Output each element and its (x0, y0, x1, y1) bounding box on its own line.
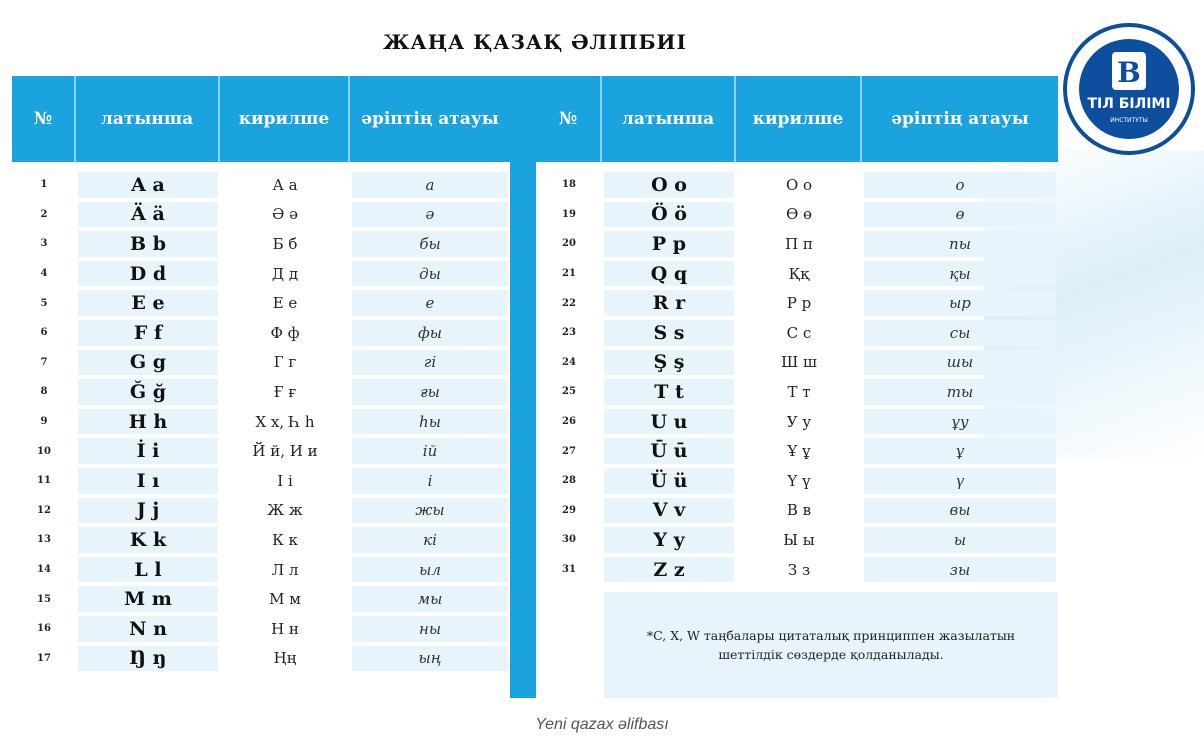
letter-number: 22 (562, 297, 576, 309)
cyrillic-letter: Р р (786, 294, 812, 313)
letter-name: шы (864, 350, 1056, 376)
latin-letter: H h (78, 409, 218, 435)
letter-name: мы (352, 586, 508, 612)
table-row (536, 290, 1046, 314)
latin-letter: M m (78, 586, 218, 612)
letter-number: 15 (37, 593, 51, 605)
latin-letter: P p (604, 231, 734, 257)
logo-sub-text: ИНСТИТУТЫ (1110, 117, 1148, 124)
letter-number: 17 (37, 652, 51, 664)
table-row (12, 527, 498, 551)
table-header-right (536, 76, 1058, 162)
table-row (536, 202, 1046, 226)
latin-letter: O o (604, 172, 734, 198)
letter-number: 31 (562, 564, 576, 576)
table-row (12, 261, 498, 285)
letter-name: қы (864, 261, 1056, 287)
cyrillic-letter: Ңң (273, 649, 297, 668)
table-row (12, 646, 498, 670)
cyrillic-letter: Ұ ұ (787, 442, 811, 461)
cyrillic-letter: З з (787, 560, 811, 579)
letter-name: ыр (864, 290, 1056, 316)
letter-name: ій (352, 438, 508, 464)
letter-name: ды (352, 261, 508, 287)
svg-text:B: B (1117, 56, 1141, 89)
latin-letter: G g (78, 350, 218, 376)
letter-name: і (352, 468, 508, 494)
table-row (536, 320, 1046, 344)
letter-name: ы (864, 527, 1056, 553)
letter-name: а (352, 172, 508, 198)
latin-letter: Ŋ ŋ (78, 646, 218, 672)
page-title: ЖАҢА ҚАЗАҚ ӘЛІПБИІ (383, 30, 687, 54)
table-row (12, 379, 498, 403)
header-letter-name: әріптің атауы (361, 109, 499, 129)
letter-name: вы (864, 498, 1056, 524)
cyrillic-letter: О о (785, 175, 813, 194)
latin-letter: I ı (78, 468, 218, 494)
letter-number: 6 (40, 327, 48, 339)
letter-number: 16 (37, 623, 51, 635)
letter-name: е (352, 290, 508, 316)
letter-name: жы (352, 498, 508, 524)
letter-number: 27 (562, 445, 576, 457)
cyrillic-letter: Ә ә (272, 205, 298, 224)
cyrillic-letter: Б б (272, 234, 298, 253)
cyrillic-letter: Г г (273, 353, 297, 372)
latin-letter: Ü ü (604, 468, 734, 494)
latin-letter: Ş ş (604, 350, 734, 376)
letter-number: 12 (37, 504, 51, 516)
letter-number: 26 (562, 416, 576, 428)
table-row (536, 379, 1046, 403)
table-row (536, 557, 1046, 581)
table-row (536, 350, 1046, 374)
table-row (12, 231, 498, 255)
cyrillic-letter: Ү ү (787, 471, 811, 490)
table-row (12, 202, 498, 226)
letter-name: гі (352, 350, 508, 376)
cyrillic-letter: Ф ф (270, 323, 300, 342)
header-number: № (536, 76, 602, 162)
letter-number: 3 (40, 238, 48, 250)
latin-letter: Ū ū (604, 438, 734, 464)
letter-number: 29 (562, 504, 576, 516)
latin-letter: D d (78, 261, 218, 287)
letter-number: 13 (37, 534, 51, 546)
letter-number: 4 (40, 268, 48, 280)
cyrillic-letter: С с (786, 323, 812, 342)
letter-name: бы (352, 231, 508, 257)
latin-letter: Q q (604, 261, 734, 287)
latin-letter: Z z (604, 557, 734, 583)
table-row (12, 320, 498, 344)
letter-number: 25 (562, 386, 576, 398)
table-row (536, 231, 1046, 255)
cyrillic-letter: Ғ ғ (273, 382, 297, 401)
cyrillic-letter: Ш ш (781, 353, 817, 372)
letter-number: 2 (40, 208, 48, 220)
letter-name: ыл (352, 557, 508, 583)
table-row (12, 172, 498, 196)
latin-letter: B b (78, 231, 218, 257)
letter-name: ты (864, 379, 1056, 405)
cyrillic-letter: Х х, Һ һ (255, 412, 315, 431)
letter-number: 8 (40, 386, 48, 398)
latin-letter: V v (604, 498, 734, 524)
table-row (12, 557, 498, 581)
latin-letter: A a (78, 172, 218, 198)
latin-letter: İ i (78, 438, 218, 464)
letter-number: 20 (562, 238, 576, 250)
latin-letter: Y y (604, 527, 734, 553)
cyrillic-letter: П п (785, 234, 813, 253)
table-row (12, 616, 498, 640)
latin-letter: R r (604, 290, 734, 316)
logo-main-text: ТІЛ БІЛІМІ (1087, 96, 1171, 112)
table-header-left (12, 76, 510, 162)
letter-name: ны (352, 616, 508, 642)
letter-number: 5 (40, 297, 48, 309)
header-cyrillic: кирилше (736, 76, 862, 162)
table-row (12, 438, 498, 462)
table-row (536, 498, 1046, 522)
latin-letter: T t (604, 379, 734, 405)
table-row (536, 468, 1046, 492)
table-row (12, 350, 498, 374)
latin-letter: Ö ö (604, 202, 734, 228)
letter-number: 9 (40, 416, 48, 428)
header-letter-name: әріптің атауы (891, 109, 1029, 129)
footnote-line-1: *C, X, W таңбалары цитаталық принциппен жазылатын (646, 627, 1016, 643)
letter-name: ө (864, 202, 1056, 228)
letter-name: ұ (864, 438, 1056, 464)
cyrillic-letter: Ж ж (267, 501, 303, 520)
letter-name: фы (352, 320, 508, 346)
letter-name: ғы (352, 379, 508, 405)
latin-letter: N n (78, 616, 218, 642)
letter-name: кі (352, 527, 508, 553)
table-row (536, 527, 1046, 551)
footnote-line-2: шеттілдік сөздерде қолданылады. (718, 647, 944, 662)
table-row (12, 468, 498, 492)
cyrillic-letter: Д д (271, 264, 299, 283)
institute-logo (1062, 22, 1196, 156)
table-row (12, 498, 498, 522)
latin-letter: E e (78, 290, 218, 316)
letter-name: ә (352, 202, 508, 228)
letter-number: 21 (562, 268, 576, 280)
table-row (536, 172, 1046, 196)
letter-name: сы (864, 320, 1056, 346)
letter-name: ұу (864, 409, 1056, 435)
latin-letter: S s (604, 320, 734, 346)
letter-number: 19 (562, 208, 576, 220)
cyrillic-letter: І і (277, 471, 293, 490)
letter-number: 30 (562, 534, 576, 546)
cyrillic-letter: Л л (271, 560, 299, 579)
cyrillic-letter: Н н (271, 619, 299, 638)
latin-letter: K k (78, 527, 218, 553)
table-row (536, 438, 1046, 462)
header-latin: латынша (602, 76, 736, 162)
letter-number: 18 (562, 179, 576, 191)
table-row (12, 586, 498, 610)
table-row (12, 290, 498, 314)
cyrillic-letter: Т т (787, 382, 811, 401)
cyrillic-letter: Ө ө (785, 205, 813, 224)
cyrillic-letter: У у (786, 412, 812, 431)
letter-number: 1 (40, 179, 48, 191)
cyrillic-letter: Е е (272, 294, 298, 313)
cyrillic-letter: Ққ (788, 264, 810, 283)
letter-name: о (864, 172, 1056, 198)
letter-number: 14 (37, 564, 51, 576)
center-divider (510, 76, 536, 698)
header-number: № (12, 76, 76, 162)
cyrillic-letter: М м (269, 590, 301, 609)
cyrillic-letter: А а (272, 175, 298, 194)
letter-name: һы (352, 409, 508, 435)
image-caption: Yeni qazax əlifbası (535, 716, 669, 733)
letter-number: 10 (37, 445, 51, 457)
latin-letter: Ğ ğ (78, 379, 218, 405)
header-latin: латынша (76, 76, 220, 162)
latin-letter: F f (78, 320, 218, 346)
table-row (536, 409, 1046, 433)
latin-letter: J j (78, 498, 218, 524)
letter-name: ү (864, 468, 1056, 494)
cyrillic-letter: Й й, И и (252, 442, 318, 461)
latin-letter: Ä ä (78, 202, 218, 228)
table-row (12, 409, 498, 433)
latin-letter: L l (78, 557, 218, 583)
latin-letter: U u (604, 409, 734, 435)
header-cyrillic: кирилше (220, 76, 350, 162)
cyrillic-letter: В в (786, 501, 812, 520)
cyrillic-letter: Ы ы (783, 530, 815, 549)
letter-number: 23 (562, 327, 576, 339)
table-row (536, 261, 1046, 285)
letter-number: 7 (40, 356, 48, 368)
letter-name: ың (352, 646, 508, 672)
letter-name: пы (864, 231, 1056, 257)
letter-number: 24 (562, 356, 576, 368)
letter-number: 11 (37, 475, 51, 487)
footnote (604, 592, 1058, 698)
letter-number: 28 (562, 475, 576, 487)
letter-name: зы (864, 557, 1056, 583)
cyrillic-letter: К к (272, 530, 298, 549)
